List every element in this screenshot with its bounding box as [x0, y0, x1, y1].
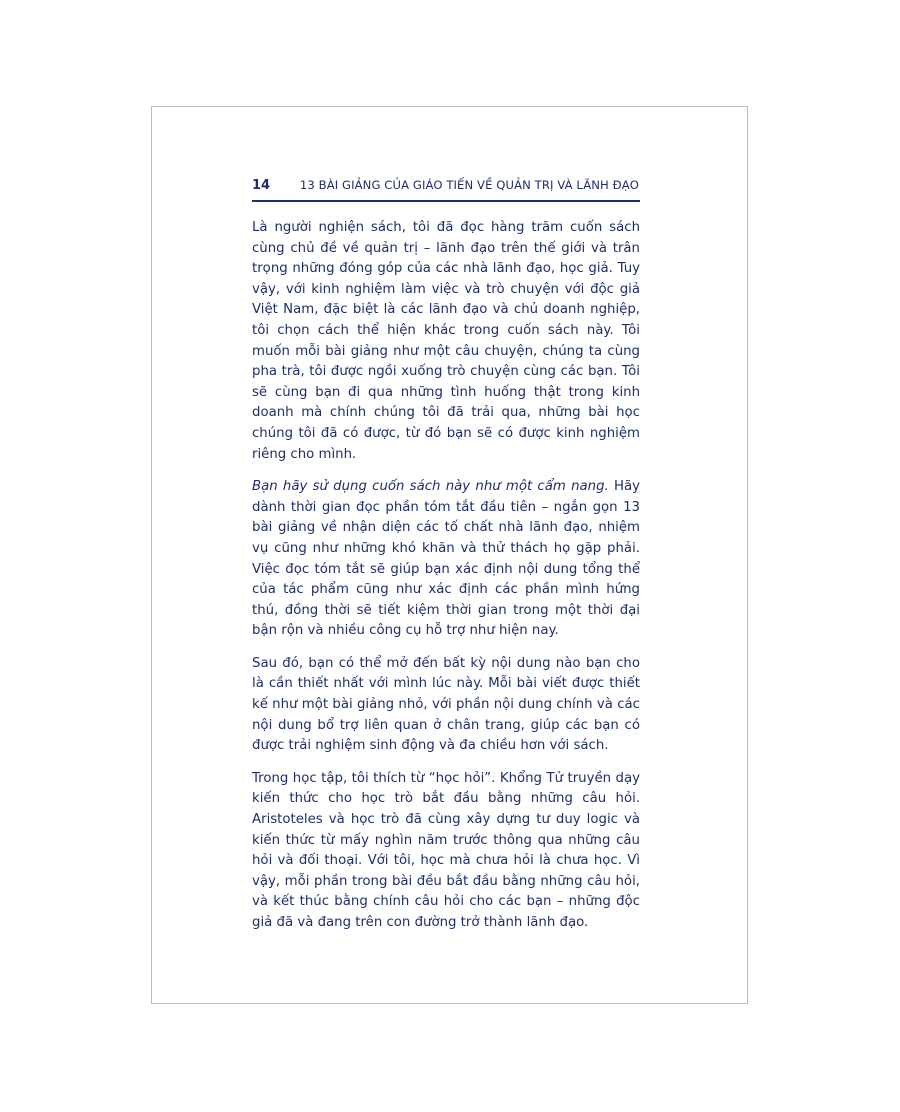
italic-lead-sentence: Bạn hãy sử dụng cuốn sách này như một cẩm nang. [252, 479, 609, 495]
page-number: 14 [252, 178, 271, 193]
paragraph [252, 477, 640, 642]
paragraph: Trong học tập, tôi thích từ “học hỏi”. Khổng Tử truyền dạy kiến thức cho học trò bắt đầu bằng những câu hỏi. Aristoteles và học trò đã cùng xây dựng tư duy logic và kiến thức từ mấy nghìn năm trước thông qua những câu hỏi và đối thoại. Với tôi, học mà chưa hỏi là chưa học. Vì vậy, mỗi phần trong bài đều bắt đầu bằng những câu hỏi, và kết thúc bằng chính câu hỏi cho các bạn – những độc giả đã và đang trên con đường trở thành lãnh đạo. [252, 770, 640, 930]
paragraph: Sau đó, bạn có thể mở đến bất kỳ nội dung nào bạn cho là cần thiết nhất với mình lúc này. Mỗi bài viết được thiết kế như một bài giảng nhỏ, với phần nội dung chính và các nội dung bổ trợ liên quan ở chân trang, giúp các bạn có được trải nghiệm sinh động và đa chiều hơn với sách. [252, 655, 640, 754]
paragraph: Là người nghiện sách, tôi đã đọc hàng trăm cuốn sách cùng chủ đề về quản trị – lãnh đạo trên thế giới và trân trọng những đóng góp của các nhà lãnh đạo, học giả. Tuy vậy, với kinh nghiệm làm việc và trò chuyện với độc giả Việt Nam, đặc biệt là các lãnh đạo và chủ doanh nghiệp, tôi chọn cách thể hiện khác trong cuốn sách này. Tôi muốn mỗi bài giảng như một câu chuyện, chúng ta cùng pha trà, tôi được ngồi xuống trò chuyện cùng các bạn. Tôi sẽ cùng bạn đi qua những tình huống thật trong kinh doanh mà chính chúng tôi đã trải qua, những bài học chúng tôi đã có được, từ đó bạn sẽ có được kinh nghiệm riêng cho mình. [252, 220, 640, 462]
book-title: 13 BÀI GIẢNG CỦA GIÁO TIẾN VỀ QUẢN TRỊ VÀ LÃNH ĐẠO [299, 178, 639, 192]
paragraph-text: Hãy dành thời gian đọc phần tóm tắt đầu tiên – ngắn gọn 13 bài giảng về nhận diện các tố chất nhà lãnh đạo, nhiệm vụ cũng như những khó khăn và thử thách họ gặp phải. Việc đọc tóm tắt sẽ giúp bạn xác định nội dung tổng thể của tác phẩm cũng như xác định các phần mình hứng thú, đồng thời sẽ tiết kiệm thời gian trong một thời đại bận rộn và nhiều công cụ hỗ trợ như hiện nay. [252, 479, 640, 639]
body-text [252, 218, 640, 946]
running-header [252, 176, 640, 202]
